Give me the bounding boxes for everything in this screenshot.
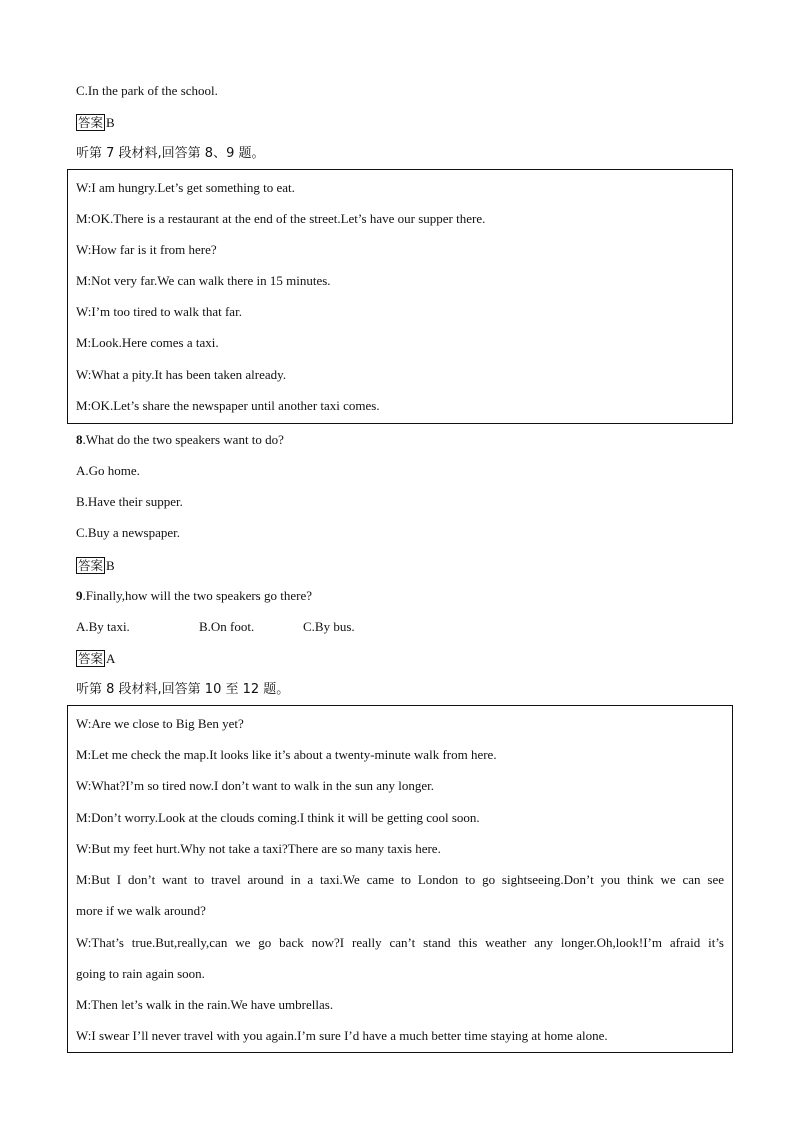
section8-intro: 听第 8 段材料,回答第 10 至 12 题。 — [76, 682, 290, 697]
section7-intro: 听第 7 段材料,回答第 8、9 题。 — [76, 146, 265, 161]
dialogue7-line: M:OK.There is a restaurant at the end of the street.Let’s have our supper there. — [76, 211, 486, 226]
dialogue8-line: W:That’s true.But,really,can we go back now?I really can’t stand this weather any longer.Oh,look!I’m afraid it’s — [76, 935, 724, 950]
q9-option-b: B.On foot. — [199, 619, 255, 634]
q9-answer-line — [76, 650, 115, 667]
dialogue7-line: M:OK.Let’s share the newspaper until another taxi comes. — [76, 398, 380, 413]
q9-question — [76, 588, 312, 604]
q8-question — [76, 432, 284, 448]
dialogue8-line: M:Don’t worry.Look at the clouds coming.I think it will be getting cool soon. — [76, 810, 480, 825]
dialogue8-line: M:Then let’s walk in the rain.We have umbrellas. — [76, 997, 334, 1012]
dialogue7-line: W:I am hungry.Let’s get something to eat. — [76, 180, 295, 195]
q8-answer-line — [76, 557, 115, 574]
dialogue8-line: going to rain again soon. — [76, 966, 205, 981]
q8-text: .What do the two speakers want to do? — [82, 432, 284, 447]
dialogue8-line: W:What?I’m so tired now.I don’t want to walk in the sun any longer. — [76, 778, 435, 793]
q8-number: 8 — [76, 432, 83, 447]
dialogue8-line: W:Are we close to Big Ben yet? — [76, 716, 244, 731]
answer-label: 答案 — [78, 558, 104, 573]
dialogue7-line: W:What a pity.It has been taken already. — [76, 367, 287, 382]
q8-option-a: A.Go home. — [76, 463, 140, 478]
q9-answer: A — [106, 651, 116, 666]
answer-label: 答案 — [78, 115, 104, 130]
q8-answer: B — [106, 558, 115, 573]
dialogue7-line: W:How far is it from here? — [76, 242, 217, 257]
dialogue8-line: W:But my feet hurt.Why not take a taxi?There are so many taxis here. — [76, 841, 441, 856]
dialogue8-line: W:I swear I’ll never travel with you again.I’m sure I’d have a much better time staying at home alone. — [76, 1028, 608, 1043]
dialogue8-line: M:Let me check the map.It looks like it’s about a twenty-minute walk from here. — [76, 747, 497, 762]
dialogue7-line: M:Look.Here comes a taxi. — [76, 335, 219, 350]
dialogue8-line: M:But I don’t want to travel around in a taxi.We came to London to go sightseeing.Don’t you think we can see — [76, 872, 724, 887]
q7-answer: B — [106, 115, 115, 130]
q9-option-a: A.By taxi. — [76, 619, 130, 634]
answer-label: 答案 — [78, 651, 104, 666]
q8-option-c: C.Buy a newspaper. — [76, 525, 180, 540]
q7-answer-line — [76, 114, 115, 131]
dialogue7-box — [67, 169, 733, 424]
dialogue8-line: more if we walk around? — [76, 903, 206, 918]
dialogue7-line: W:I’m too tired to walk that far. — [76, 304, 242, 319]
q9-option-c: C.By bus. — [303, 619, 355, 634]
dialogue7-line: M:Not very far.We can walk there in 15 minutes. — [76, 273, 331, 288]
q8-option-b: B.Have their supper. — [76, 494, 183, 509]
q9-text: .Finally,how will the two speakers go there? — [82, 588, 312, 603]
q7-option-c: C.In the park of the school. — [76, 83, 218, 98]
q9-number: 9 — [76, 588, 83, 603]
dialogue8-box — [67, 705, 733, 1053]
